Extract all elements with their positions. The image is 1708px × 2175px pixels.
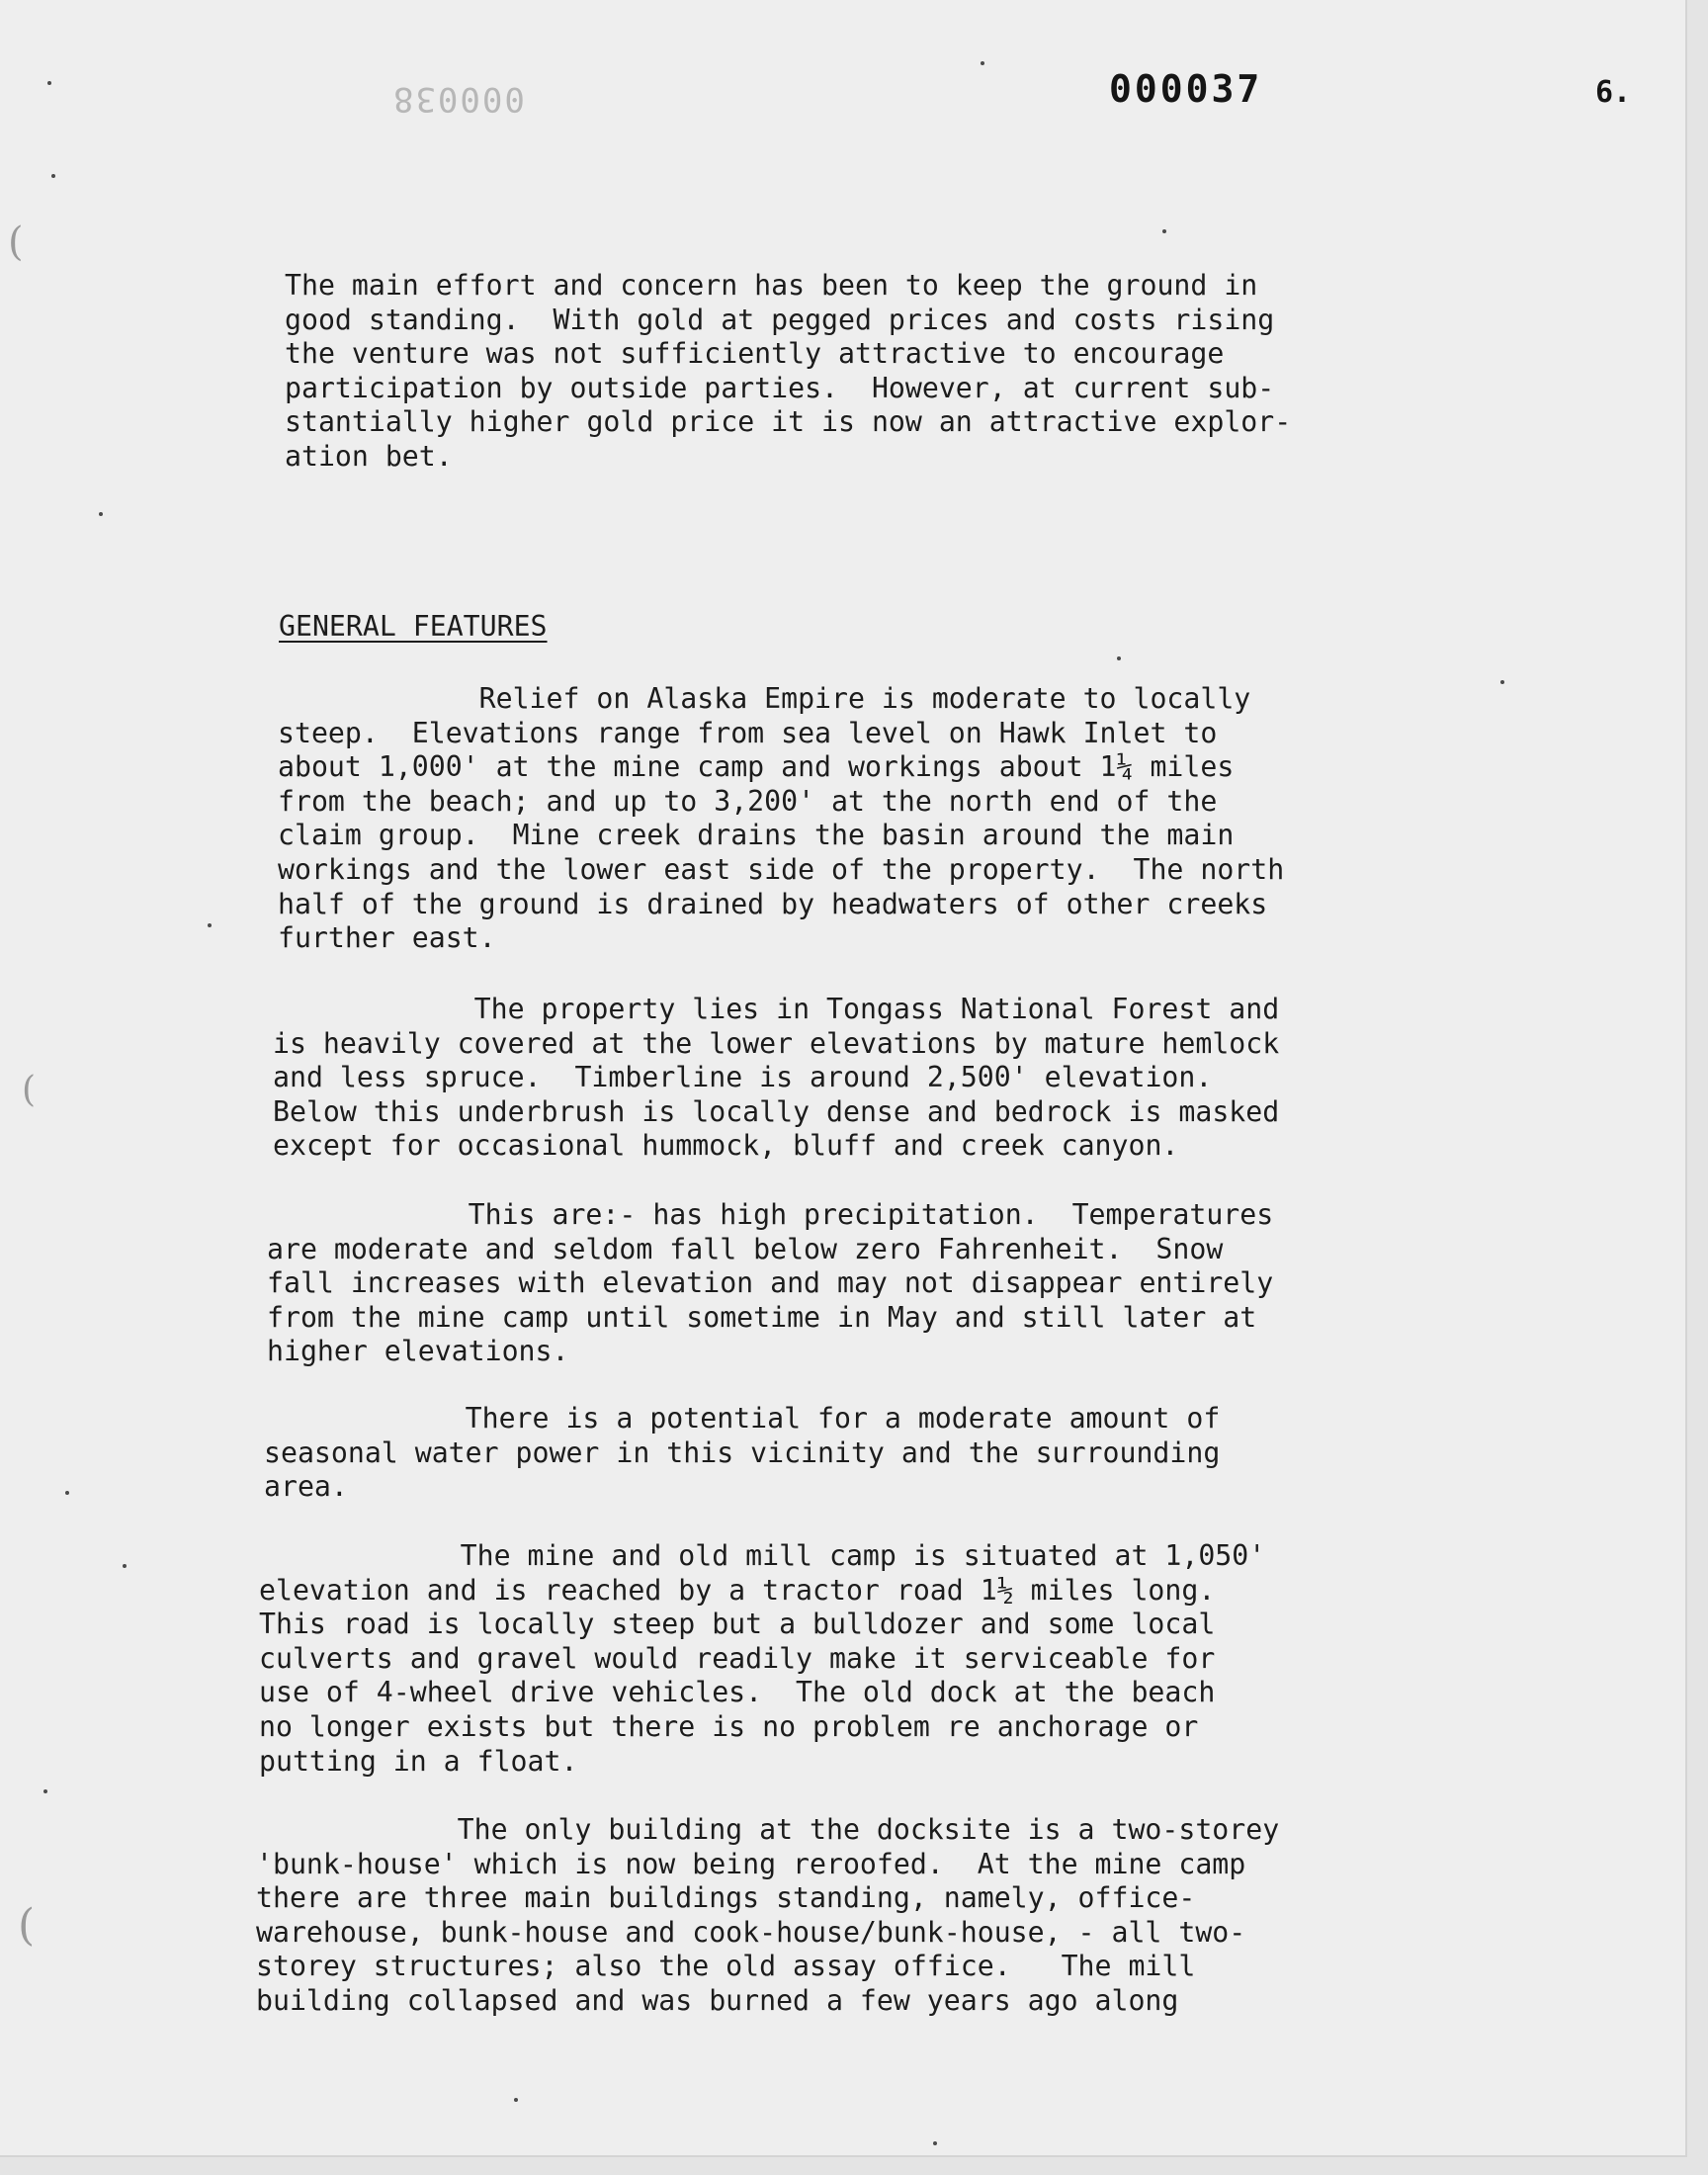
scan-speck — [1117, 656, 1121, 660]
water-power-paragraph: There is a potential for a moderate amount of seasonal water power in this vicinity and the surrounding area. — [264, 1402, 1221, 1504]
scan-speck — [1500, 680, 1504, 684]
climate-paragraph: This are:- has high precipitation. Temperatures are moderate and seldom fall below zero Fahrenheit. Snow fall increases with elevation and may not disappear entirely from the mine camp until sometime in May and still later at higher elevations. — [267, 1198, 1274, 1368]
scan-speck — [123, 1564, 127, 1568]
relief-paragraph: Relief on Alaska Empire is moderate to locally steep. Elevations range from sea level on Hawk Inlet to about 1,000' at the mine camp and workings about 1¼ miles from the beach; and up to 3,200' at the north end of the claim group. Mine creek drains the basin around the main workings and the lower east side of the property. The north half of the ground is drained by headwaters of other creeks further east. — [278, 682, 1285, 955]
section-heading: GENERAL FEATURES — [279, 610, 548, 643]
scan-speck — [51, 174, 55, 178]
buildings-paragraph: The only building at the docksite is a two-storey 'bunk-house' which is now being reroofed. At the mine camp there are three main buildings standing, namely, office- warehouse, bunk-house and cook-house/bunk-house, - all two- storey structures; also the old assay office. The mill building collapsed and was burned a few years ago along — [256, 1813, 1280, 2017]
scan-speck — [208, 923, 212, 927]
mine-camp-paragraph: The mine and old mill camp is situated at 1,050' elevation and is reached by a tractor road 1½ miles long. This road is locally steep but a bulldozer and some local culverts and gravel would readily make it serviceable for use of 4-wheel drive vehicles. The old dock at the beach no longer exists but there is no problem re anchorage or putting in a float. — [259, 1539, 1266, 1778]
scan-speck — [99, 512, 103, 516]
punch-hole-mark: ( — [18, 1900, 36, 1951]
document-number: 000037 — [1109, 67, 1263, 111]
punch-hole-mark: ( — [8, 219, 24, 265]
scan-speck — [65, 1491, 69, 1495]
forest-paragraph: The property lies in Tongass National Forest and is heavily covered at the lower elevations by mature hemlock and less spruce. Timberline is around 2,500' elevation. Below this underbrush is locally dense and bedrock is masked except for occasional hummock, bluff and creek canyon. — [273, 993, 1280, 1163]
scan-speck — [1162, 229, 1166, 233]
scan-speck — [43, 1789, 47, 1793]
bleed-through-page-number: 000038 — [391, 79, 525, 119]
scan-speck — [514, 2098, 518, 2102]
scan-speck — [933, 2141, 937, 2145]
scan-speck — [981, 61, 984, 65]
punch-hole-mark: ( — [22, 1070, 37, 1110]
intro-paragraph: The main effort and concern has been to keep the ground in good standing. With gold at pegged prices and costs rising the venture was not sufficiently attractive to encourage participation by outside parties. However, at current sub- stantially higher gold price it is now an attractive explor- ation bet. — [285, 269, 1292, 473]
page-number: 6. — [1595, 75, 1632, 110]
scan-speck — [47, 81, 51, 85]
